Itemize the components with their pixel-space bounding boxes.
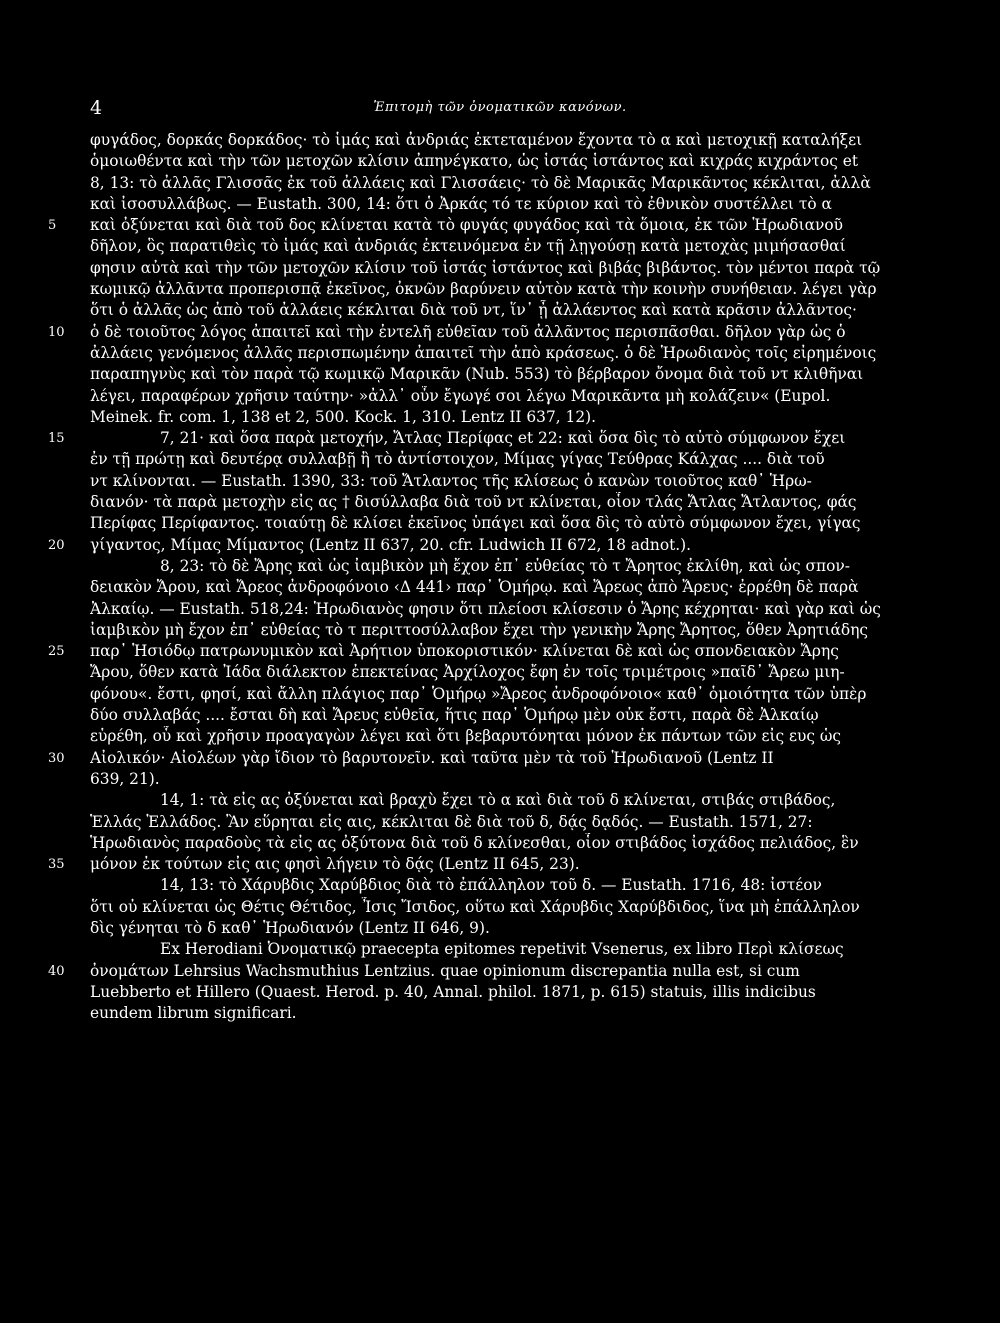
text-line: Ἡρωδιανὸς παραδοὺς τὰ εἰς ας ὀξύτονα διὰ τοῦ δ κλίνεσθαι, οἷον στιβάδος ἰσχάδος πελιάδος, ἓν xyxy=(90,833,859,852)
text-line: ἰαμβικὸν μὴ ἔχον ἐπ᾽ εὐθείας τὸ τ περιττοσύλλαβον ἔχει τὴν γενικὴν Ἄρης Ἄρητος, ὅθεν Ἀρητιάδης xyxy=(90,620,869,639)
text-line: καὶ ἰσοσυλλάβως. — Eustath. 300, 14: ὅτι ὁ Ἀρκάς τό τε κύριον καὶ τὸ ἐθνικὸν συστέλλει τὸ α xyxy=(90,194,832,213)
text-line: παραπηγνὺς καὶ τὸν παρὰ τῷ κωμικῷ Μαρικᾶν (Nub. 553) τὸ βέρβαρον ὄνομα διὰ τοῦ ντ κλιθῆναι xyxy=(90,365,864,384)
text-line: Meinek. fr. com. 1, 138 et 2, 500. Kock. 1, 310. Lentz II 637, 12). xyxy=(90,407,597,426)
line-number: 10 xyxy=(48,324,65,340)
text-line: 7, 21· καὶ ὅσα παρὰ μετοχήν, Ἄτλας Περίφας et 22: καὶ ὅσα δὶς τὸ αὐτὸ σύμφωνον ἔχει xyxy=(160,429,846,448)
text-line: ἀλλάεις γενόμενος ἀλλᾶς περισπωμένην ἀπαιτεῖ τὴν ἀπὸ κράσεως. ὁ δὲ Ἡρωδιανὸς τοῖς εἰρημένοις xyxy=(90,343,877,362)
text-line: ὀνομάτων Lehrsius Wachsmuthius Lentzius. quae opinionum discrepantia nulla est, si cum xyxy=(90,961,800,980)
text-line: γίγαντος, Μίμας Μίμαντος (Lentz II 637, 20. cfr. Ludwich II 672, 18 adnot.). xyxy=(90,535,692,554)
text-line: εὑρέθη, οὗ καὶ χρῆσιν προαγαγὼν λέγει καὶ ὅτι βεβαρυτόνηται μόνον ἐκ πάντων τῶν εἰς ευς ὡς xyxy=(90,727,842,746)
running-head: Ἐπιτομὴ τῶν ὀνοματικῶν κανόνων. xyxy=(373,100,627,115)
text-block xyxy=(90,130,942,1024)
text-line: 639, 21). xyxy=(90,769,160,788)
line-number: 15 xyxy=(48,431,65,447)
line-number: 30 xyxy=(48,750,65,766)
text-line: ὅτι ὁ ἀλλᾶς ὡς ἀπὸ τοῦ ἀλλάεις κέκλιται διὰ τοῦ ντ, ἵν᾽ ᾖ ἀλλάεντος καὶ κατὰ κρᾶσιν ἀλλᾶντος· xyxy=(90,301,857,320)
text-line: Luebberto et Hillero (Quaest. Herod. p. 40, Annal. philol. 1871, p. 615) statuis, illis indicibus xyxy=(90,982,816,1001)
text-line: διανόν· τὰ παρὰ μετοχὴν εἰς ας † δισύλλαβα διὰ τοῦ ντ κλίνεται, οἷον τλάς Ἄτλας Ἄτλαντος, φάς xyxy=(90,493,857,512)
text-line: ἐν τῇ πρώτῃ καὶ δευτέρᾳ συλλαβῇ ἢ τὸ ἀντίστοιχον, Μίμας γίγας Τεύθρας Κάλχας .... διὰ τοῦ xyxy=(90,450,825,469)
text-line: μόνον ἐκ τούτων εἰς αις φησὶ λήγειν τὸ δᾴς (Lentz II 645, 23). xyxy=(90,855,580,874)
text-line: ντ κλίνονται. — Eustath. 1390, 33: τοῦ Ἄτλαντος τῆς κλίσεως ὁ κανὼν τοιοῦτος καθ᾽ Ἡρω- xyxy=(90,471,812,490)
text-line: δῆλον, ὃς παρατιθεὶς τὸ ἱμάς καὶ ἀνδριάς ἐκτεινόμενα ἐν τῇ λῃγούσῃ κατὰ μετοχὰς μιμήσασθαί xyxy=(90,237,846,256)
text-line: δύο συλλαβάς .... ἔσται δὴ καὶ Ἄρευς εὐθεῖα, ἥτις παρ᾽ Ὁμήρῳ μὲν οὐκ ἔστι, παρὰ δὲ Ἀλκαίῳ xyxy=(90,706,819,725)
line-number: 20 xyxy=(48,537,65,553)
text-line: Ex Herodiani Ὀνοματικῷ praecepta epitomes repetivit Vsenerus, ex libro Περὶ κλίσεως xyxy=(160,940,844,959)
text-line: 14, 13: τὸ Χάρυβδις Χαρύβδιος διὰ τὸ ἐπάλληλον τοῦ δ. — Eustath. 1716, 48: ἰστέον xyxy=(160,876,822,895)
text-line: ὁ δὲ τοιοῦτος λόγος ἀπαιτεῖ καὶ τὴν ἐντελῆ εὐθεῖαν τοῦ ἀλλᾶντος περισπᾶσθαι. δῆλον γὰρ ὡς ὁ xyxy=(90,322,846,341)
text-line: φόνου«. ἔστι, φησί, καὶ ἄλλη πλάγιος παρ᾽ Ὁμήρῳ »Ἄρεος ἀνδροφόνοιο« καθ᾽ ὁμοιότητα τῶν ὑπὲρ xyxy=(90,684,867,703)
text-line: 8, 13: τὸ ἀλλᾶς Γλισσᾶς ἐκ τοῦ ἀλλάεις καὶ Γλισσάεις· τὸ δὲ Μαρικᾶς Μαρικᾶντος κέκλιται, ἀλλὰ xyxy=(90,173,871,192)
line-number: 40 xyxy=(48,963,65,979)
text-line: 14, 1: τὰ εἰς ας ὀξύνεται καὶ βραχὺ ἔχει τὸ α καὶ διὰ τοῦ δ κλίνεται, στιβάς στιβάδος, xyxy=(160,791,836,810)
text-line: λέγει, παραφέρων χρῆσιν ταύτην· »ἀλλ᾽ οὖν ἔγωγέ σοι λέγω Μαρικᾶντα μὴ κολάζειν« (Eupol. xyxy=(90,386,831,405)
text-line: Ἄρου, ὅθεν κατὰ Ἰάδα διάλεκτον ἐπεκτείνας Ἀρχίλοχος ἔφη ἐν τοῖς τριμέτροις »παῖδ᾽ Ἄρεω μιη- xyxy=(90,663,845,682)
text-line: 8, 23: τὸ δὲ Ἄρης καὶ ὡς ἰαμβικὸν μὴ ἔχον ἐπ᾽ εὐθείας τὸ τ Ἄρητος ἐκλίθη, καὶ ὡς σπον- xyxy=(160,556,850,575)
text-line: φησιν αὐτὰ καὶ τὴν τῶν μετοχῶν κλίσιν τοῦ ἱστάς ἱστάντος καὶ βιβάς βιβάντος. τὸν μέντοι παρὰ τῷ xyxy=(90,258,881,277)
text-line: παρ᾽ Ἡσιόδῳ πατρωνυμικὸν καὶ Ἀρήτιον ὑποκοριστικόν· κλίνεται δὲ καὶ ὡς σπονδειακὸν Ἄρης xyxy=(90,642,839,661)
text-line: κωμικῷ ἀλλᾶντα προπερισπᾷ ἐκεῖνος, ὀκνῶν βαρύνειν αὐτὸν κατὰ τὴν κοινὴν συνήθειαν. λέγει γὰρ xyxy=(90,280,877,299)
line-number: 25 xyxy=(48,644,65,660)
text-line: ὅτι οὐ κλίνεται ὡς Θέτις Θέτιδος, Ἶσις Ἴσιδος, οὕτω καὶ Χάρυβδις Χαρύβδιδος, ἵνα μὴ ἐπάλληλον xyxy=(90,897,860,916)
text-line: ὁμοιωθέντα καὶ τὴν τῶν μετοχῶν κλίσιν ἀπηνέγκατο, ὡς ἱστάς ἱστάντος καὶ κιχράς κιχράντος et xyxy=(90,152,859,171)
line-number: 5 xyxy=(48,218,57,234)
text-line: Ἑλλάς Ἑλλάδος. Ἂν εὕρηται εἰς αις, κέκλιται δὲ διὰ τοῦ δ, δᾴς δᾳδός. — Eustath. 1571, 27: xyxy=(90,812,813,831)
page-header xyxy=(0,96,1000,120)
page-number: 4 xyxy=(90,97,103,119)
text-line: φυγάδος, δορκάς δορκάδος· τὸ ἱμάς καὶ ἀνδριάς ἐκτεταμένον ἔχοντα τὸ α καὶ μετοχικῇ καταλήξει xyxy=(90,131,863,149)
text-line: Ἀλκαίῳ. — Eustath. 518,24: Ἡρωδιανὸς φησιν ὅτι πλείοσι κλίσεσιν ὁ Ἄρης κέχρηται· καὶ γὰρ καὶ ὡς xyxy=(90,599,881,618)
text-line: Περίφας Περίφαντος. τοιαύτῃ δὲ κλίσει ἐκεῖνος ὑπάγει καὶ ὅσα δὶς τὸ αὐτὸ σύμφωνον ἔχει, γίγας xyxy=(90,514,861,533)
text-line: Αἰολικόν· Αἰολέων γὰρ ἴδιον τὸ βαρυτονεῖν. καὶ ταῦτα μὲν τὰ τοῦ Ἡρωδιανοῦ (Lentz II xyxy=(90,748,774,767)
line-number: 35 xyxy=(48,857,65,873)
text-line: δὶς γένηται τὸ δ καθ᾽ Ἡρωδιανόν (Lentz II 646, 9). xyxy=(90,918,490,937)
text-line: eundem librum significari. xyxy=(90,1004,297,1023)
text-line: δειακὸν Ἄρου, καὶ Ἄρεος ἀνδροφόνοιο ‹Δ 441› παρ᾽ Ὁμήρῳ. καὶ Ἄρεως ἀπὸ Ἄρευς· ἐρρέθη δὲ παρὰ xyxy=(90,578,859,597)
text-line: καὶ ὀξύνεται καὶ διὰ τοῦ δος κλίνεται κατὰ τὸ φυγάς φυγάδος καὶ τὰ ὅμοια, ἐκ τῶν Ἡρωδιανοῦ xyxy=(90,216,843,235)
